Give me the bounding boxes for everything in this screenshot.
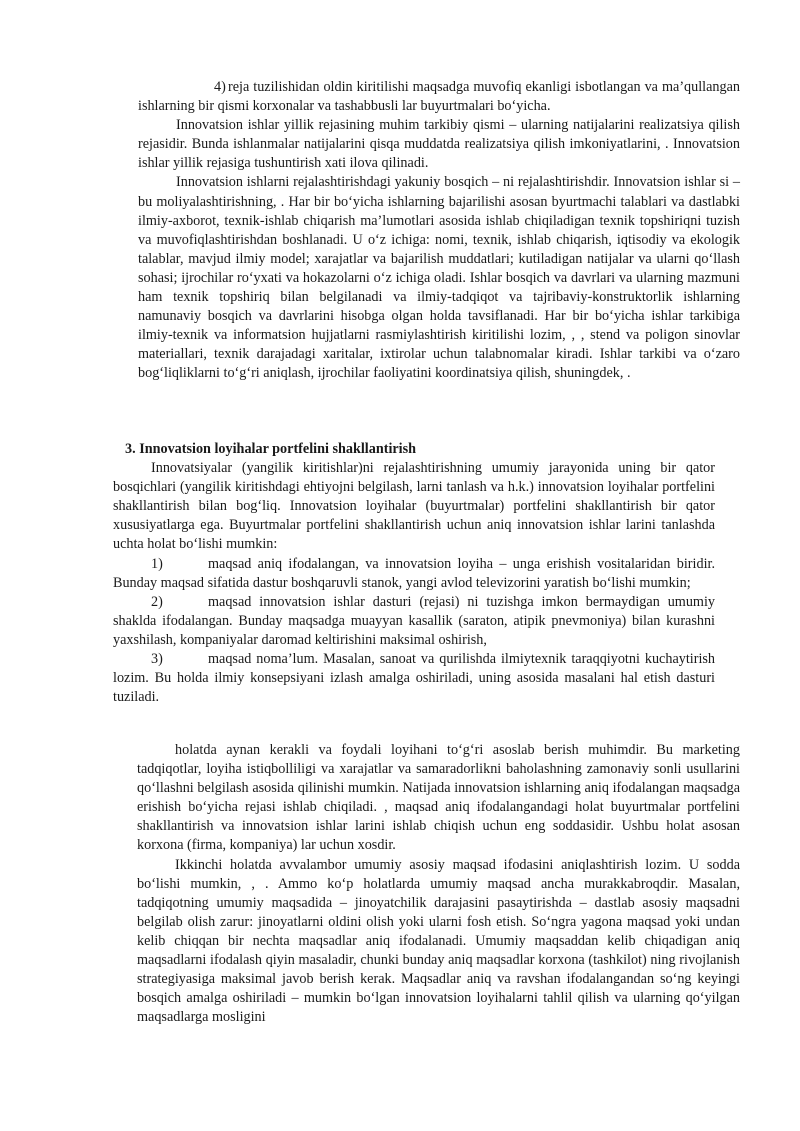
list-number: 4) bbox=[214, 79, 226, 95]
list-text: maqsad innovatsion ishlar dasturi (rejasi) ni tuzishga imkon bermaydigan umumiy shaklda ifodalangan. Bunday maqsadga muayyan kasallik (saraton, atipik pnevmoniya) bilan kurashni yaxshilash, kompaniyalar daromad keltirishini maksimal oshirish, bbox=[113, 593, 715, 648]
list-text: maqsad noma’lum. Masalan, sanoat va qurilishda ilmiytexnik taraqqiyotni kuchaytirish lozim. Bu holda ilmiy konsepsiyani izlash amalga oshiriladi, uning asosida masalani hal etish dasturi tuziladi. bbox=[113, 651, 715, 706]
list-item-1 bbox=[113, 555, 715, 593]
paragraph: Innovatsion ishlarni rejalashtirishdagi yakuniy bosqich – ni rejalashtirishdir. Innovatsion ishlar si – bu moliyalashtirishning, . Har bir bo‘yicha ishlarning bajarilishi asosan byurtmachi talablari va dastlabki ilmiy-axborot, texnik-ishlab chiqarish ma’lumotlari asosida ishlab chiqiladigan texnik topshiriqni tuzish va muvofiqlashtirishdan boshlanadi. U o‘z ichiga: nomi, texnik, ishlab chiqarish, iqtisodiy va ekologik talablar, mavjud ilmiy model; xarajatlar va bajarilish muddatlari; kutiladigan natijalar va ularni qo‘llash sohasi; ijrochilar ro‘yxati va hokazolarni o‘z ichiga oladi. Ishlar bosqich va davrlari va ularning mazmuni ham texnik topshiriq bilan belgilanadi va ilmiy-tadqiqot va tajribaviy-konstruktorlik ishlarning namunaviy bosqich va davrlarini hisobga olgan holda tavsiflanadi. Har bir bo‘yicha ishlar tarkibiga ilmiy-texnik va informatsion hujjatlarni rasmiylashtirish kiritilishi lozim, , , stend va poligon sinovlar materiallari, texnik darajadagi xaritalar, ixtirolar uchun talabnomalar kiradi. Ishlar tarkibi va o‘zaro bog‘liqliklarni to‘g‘ri aniqlash, ijrochilar faoliyatini koordinatsiya qilish, shuningdek, . bbox=[138, 174, 740, 382]
section-3-continued bbox=[137, 741, 740, 1027]
list-item-4 bbox=[138, 78, 740, 116]
section-3 bbox=[113, 440, 715, 707]
list-number: 2) bbox=[151, 593, 163, 610]
list-text: maqsad aniq ifodalangan, va innovatsion loyiha – unga erishish vositalaridan biridir. Bunday maqsad sifatida dastur boshqaruvli stanok, yangi avlod televizorini yaratish bo‘lishi mumkin; bbox=[113, 555, 715, 591]
paragraph: Ikkinchi holatda avvalambor umumiy asosiy maqsad ifodasini aniqlashtirish lozim. U sodda bo‘lishi mumkin, , . Ammo ko‘p holatlarda umumiy maqsad ancha murakkabroqdir. Masalan, tadqiqotning umumiy maqsadida – jinoyatchilik darajasini pasaytirishda – dastlab asosiy maqsadni belgilab olish zarur: jinoyatlarni oldini olish yoki ularni fosh etish. So‘ngra yagona maqsad yoki undan kelib chiqqan bir nechta maqsadlar aniq ifodalanadi. Umumiy maqsaddan kelib chiqadigan aniq maqsadlarni ifodalash qiyin masaladir, chunki bunday aniq maqsadlar korxona (tashkilot) ning rivojlanish strategiyasiga maksimal javob berish kerak. Maqsadlar aniq va ravshan ifodalangandan so‘ng keyingi bosqich amalga oshiriladi – mumkin bo‘lgan innovatsion loyihalarni tahlil qilish va ularning qo‘yilgan maqsadlarga mosligini bbox=[137, 856, 740, 1026]
paragraph-text: reja tuzilishidan oldin kiritilishi maqsadga muvofiq ekanligi isbotlangan va ma’qullangan ishlarning bir qismi korxonalar va tashabbusli lar buyurtmalari bo‘yicha. bbox=[138, 79, 740, 115]
paragraph: holatda aynan kerakli va foydali loyihani to‘g‘ri asoslab berish muhimdir. Bu marketing tadqiqotlar, loyiha istiqbolliligi va xarajatlar va samaradorlikni baholashning zamonaviy sonli usullarini qo‘llashni belgilash asosida qilinishi mumkin. Natijada innovatsion ishlarning aniq ifodalangan maqsadga erishish bo‘yicha rejasi ishlab chiqiladi. , maqsad aniq ifodalangandagi holat buyurtmalar portfelini shakllantirish va innovatsion ishlar larini ishlab chiqish uchun eng soddasidir. Ushbu holat asosan korxona (firma, kompaniya) lar uchun xosdir. bbox=[137, 742, 740, 854]
paragraph: Innovatsiyalar (yangilik kiritishlar)ni rejalashtirishning umumiy jarayonida uning bir qator bosqichlari (yangilik kiritishdagi ehtiyojni belgilash, larni tanlash va h.k.) innovatsion loyihalar portfelini shakllantirish bilan bog‘liq. Innovatsion loyihalar (buyurtmalar) portfelini shakllantirish bir qator xususiyatlarga ega. Buyurtmalar portfelini shakllantirish uchun aniq innovatsion ishlar larini tanlashda uchta holat bo‘lishi mumkin: bbox=[113, 460, 715, 553]
list-number: 1) bbox=[151, 555, 163, 572]
list-item-3 bbox=[113, 650, 715, 707]
list-number: 3) bbox=[151, 651, 163, 668]
section-heading: 3. Innovatsion loyihalar portfelini shakllantirish bbox=[125, 441, 417, 457]
section-2-tail bbox=[138, 78, 740, 384]
list-item-2 bbox=[113, 593, 715, 650]
paragraph: Innovatsion ishlar yillik rejasining muhim tarkibiy qismi – ularning natijalarini realizatsiya qilish rejasidir. Bunda ishlanmalar natijalarini qisqa muddatda realizatsiya qilish imkoniyatlarini, . Innovatsion ishlar yillik rejasiga tushuntirish xati ilova qilinadi. bbox=[138, 117, 740, 172]
